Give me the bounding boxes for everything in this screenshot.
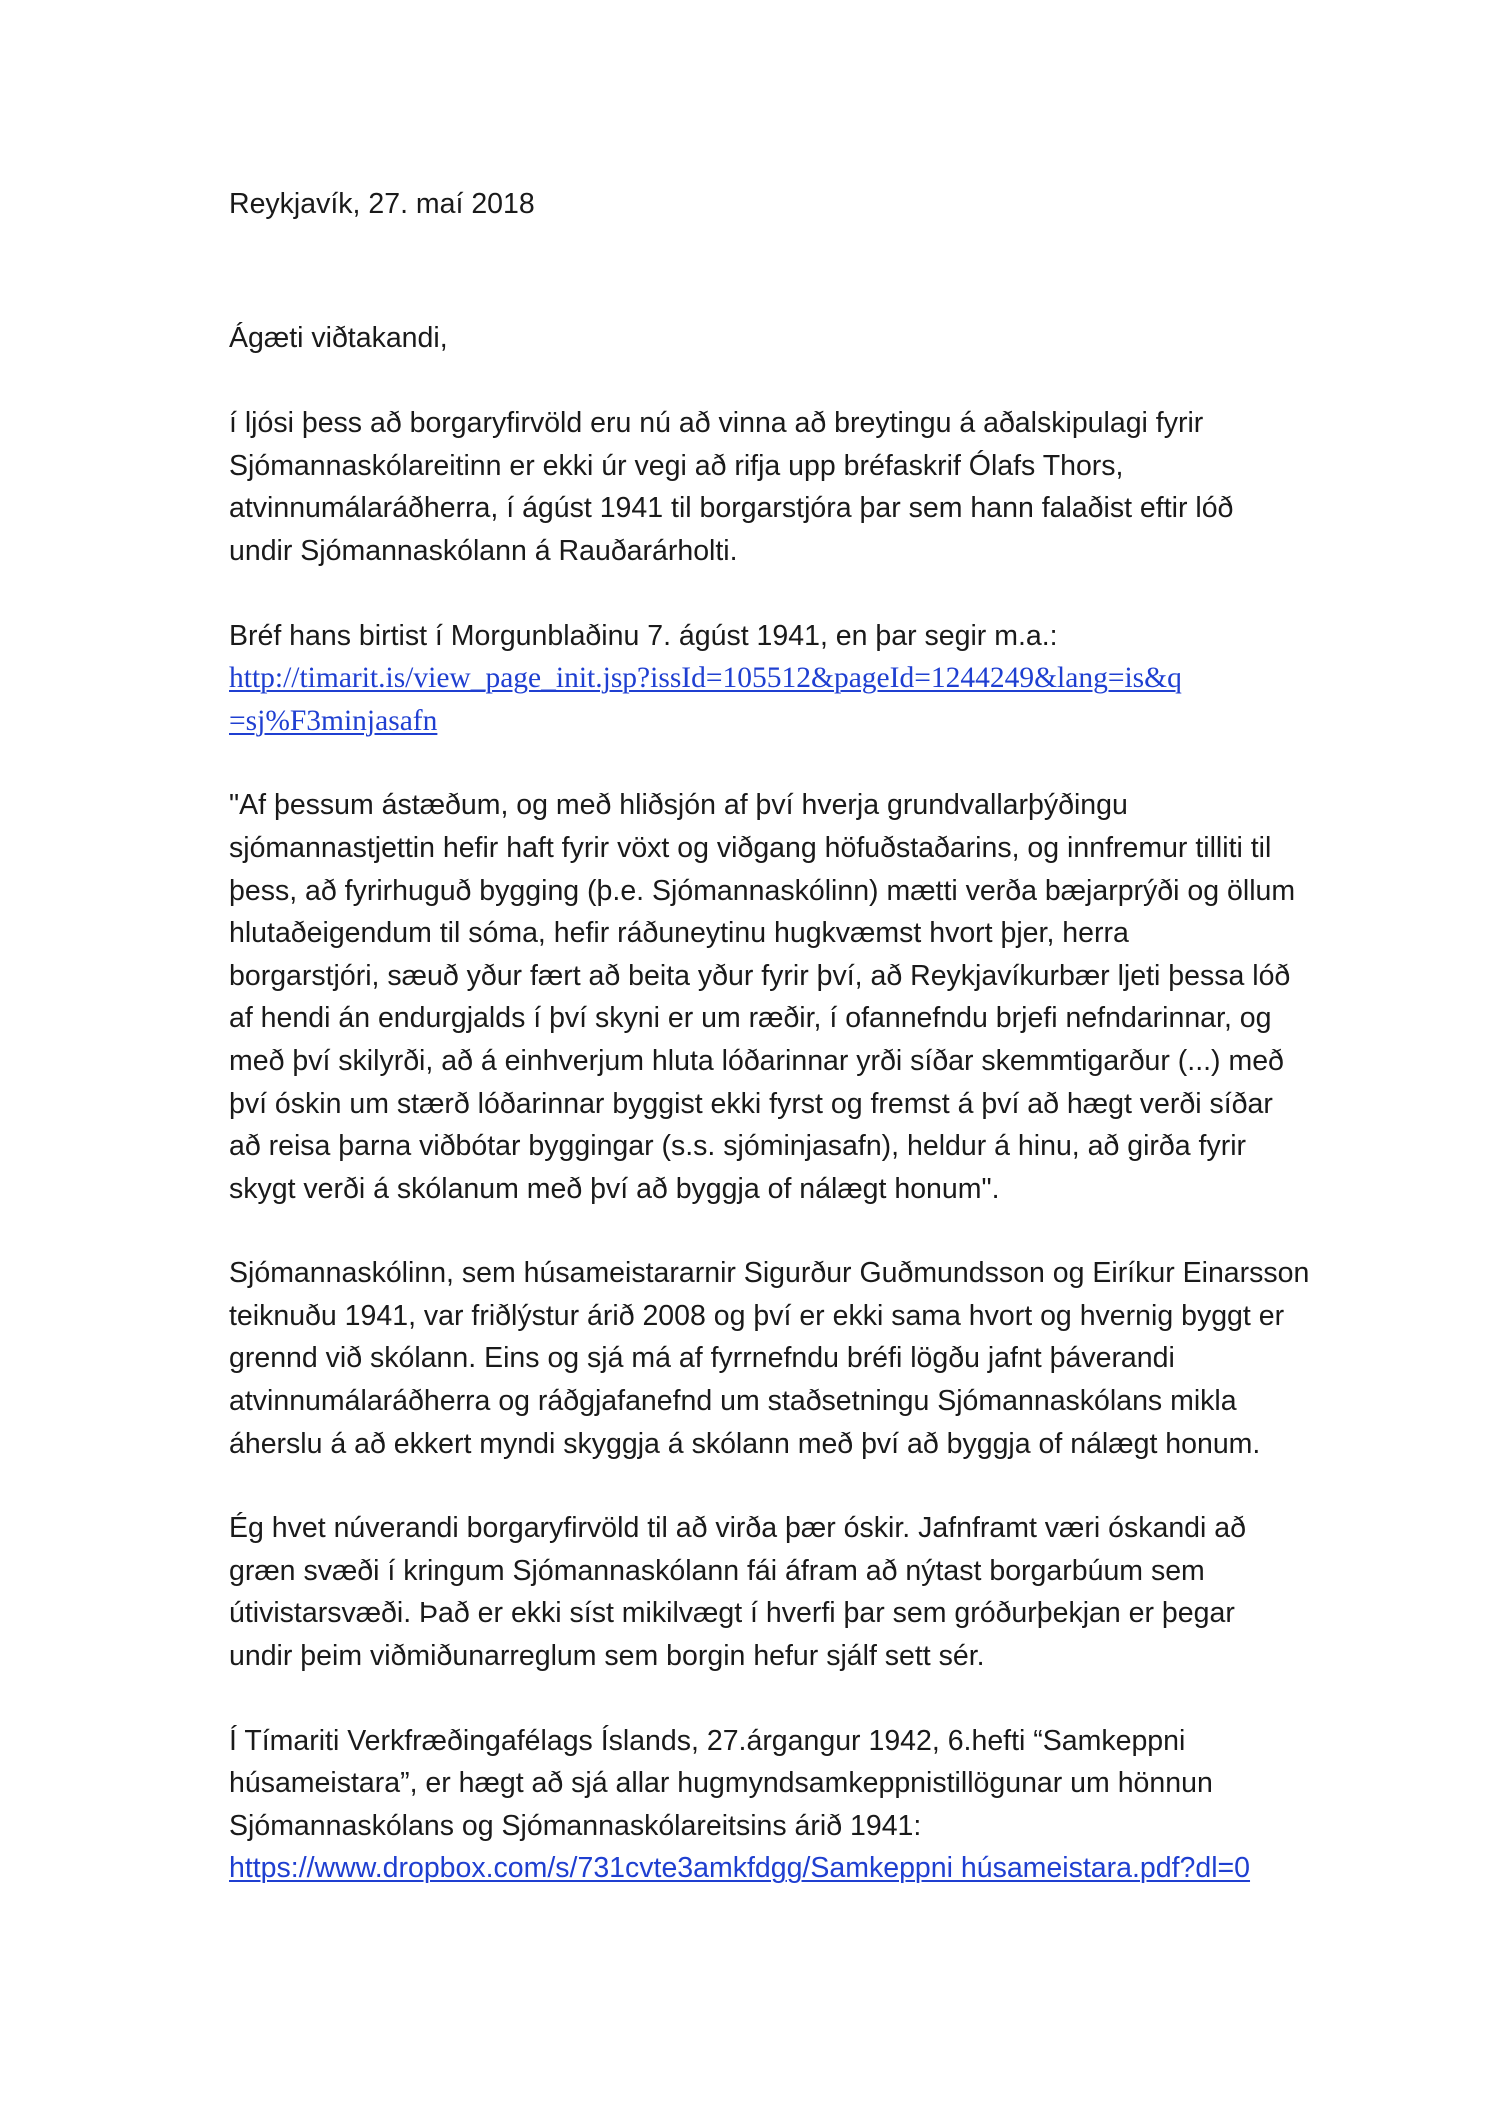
paragraph-school <box>229 1252 1310 1465</box>
salutation-text: Ágæti viðtakandi, <box>229 321 448 354</box>
letter-page <box>229 183 1310 1890</box>
timarit-link-line <box>229 657 1289 700</box>
timarit-link-continued[interactable]: =sj%F3minjasafn <box>229 704 438 737</box>
text-line: undir þeim viðmiðunarreglum sem borgin hefur sjálf sett sér. <box>229 1640 985 1673</box>
quote-line: skygt verði á skólanum með því að byggja of nálægt honum". <box>229 1172 1000 1205</box>
text-line: Sjómannaskólinn, sem húsameistararnir Sigurður Guðmundsson og Eiríkur Einarsson <box>229 1257 1310 1290</box>
quote-line: hlutaðeigendum til sóma, hefir ráðuneytinu hugkvæmst hvort þjer, herra <box>229 917 1129 950</box>
date-text: Reykjavík, 27. maí 2018 <box>229 188 535 220</box>
text-line: teiknuðu 1941, var friðlýstur árið 2008 og því er ekki sama hvort og hvernig byggt er <box>229 1299 1285 1332</box>
quote-line: með því skilyrði, að á einhverjum hluta lóðarinnar yrði síðar skemmtigarður (...) með <box>229 1044 1284 1077</box>
text-line: atvinnumálaráðherra, í ágúst 1941 til borgarstjóra þar sem hann falaðist eftir lóð <box>229 492 1234 525</box>
text-line: græn svæði í kringum Sjómannaskólann fái áfram að nýtast borgarbúum sem <box>229 1554 1205 1587</box>
timarit-link[interactable]: http://timarit.is/view_page_init.jsp?issId=105512&pageId=1244249&lang=is&q <box>229 662 1182 695</box>
quote-line: þess, að fyrirhuguð bygging (þ.e. Sjómannaskólinn) mætti verða bæjarprýði og öllum <box>229 874 1296 907</box>
text-line: áherslu á að ekkert myndi skyggja á skólann með því að byggja of nálægt honum. <box>229 1427 1261 1460</box>
quote-line: borgarstjóri, sæuð yður fært að beita yður fyrir því, að Reykjavíkurbær ljeti þessa lóð <box>229 959 1291 992</box>
quote-line: sjómannastjettin hefir haft fyrir vöxt og viðgang höfuðstaðarins, og innfremur tilliti til <box>229 831 1272 864</box>
salutation <box>229 317 1289 360</box>
timarit-link-line <box>229 700 1289 743</box>
text-line: Sjómannaskólans og Sjómannaskólareitsins árið 1941: <box>229 1809 922 1842</box>
quote-line: að reisa þarna viðbótar byggingar (s.s. sjóminjasafn), heldur á hinu, að girða fyrir <box>229 1130 1247 1163</box>
text-line: húsameistara”, er hægt að sjá allar hugmyndsamkeppnistillögunar um hönnun <box>229 1767 1213 1800</box>
text-line: grennd við skólann. Eins og sjá má af fyrrnefndu bréfi lögðu jafnt þáverandi <box>229 1342 1175 1375</box>
text-line: Bréf hans birtist í Morgunblaðinu 7. ágúst 1941, en þar segir m.a.: <box>229 619 1058 652</box>
paragraph-reference <box>229 1720 1289 1890</box>
text-line: atvinnumálaráðherra og ráðgjafanefnd um staðsetningu Sjómannaskólans mikla <box>229 1385 1237 1418</box>
text-line: í ljósi þess að borgaryfirvöld eru nú að vinna að breytingu á aðalskipulagi fyrir <box>229 407 1204 440</box>
dropbox-link[interactable]: https://www.dropbox.com/s/731cvte3amkfdgg/Samkeppni húsameistara.pdf?dl=0 <box>229 1852 1251 1885</box>
quote-line: því óskin um stærð lóðarinnar byggist ekki fyrst og fremst á því að hægt verði síðar <box>229 1087 1273 1120</box>
quote-line: "Af þessum ástæðum, og með hliðsjón af því hverja grundvallarþýðingu <box>229 789 1128 822</box>
text-line: Ég hvet núverandi borgaryfirvöld til að virða þær óskir. Jafnframt væri óskandi að <box>229 1512 1246 1545</box>
paragraph-intro <box>229 402 1289 572</box>
text-line: undir Sjómannaskólann á Rauðarárholti. <box>229 534 738 567</box>
text-line: Sjómannaskólareitinn er ekki úr vegi að rifja upp bréfaskrif Ólafs Thors, <box>229 449 1124 482</box>
paragraph-appeal <box>229 1507 1289 1677</box>
dropbox-link-line <box>229 1847 1289 1890</box>
quote-line: af hendi án endurgjalds í því skyni er um ræðir, í ofannefndu brjefi nefndarinnar, og <box>229 1002 1272 1035</box>
text-line: Í Tímariti Verkfræðingafélags Íslands, 27.árgangur 1942, 6.hefti “Samkeppni <box>229 1724 1186 1757</box>
letter-date <box>229 183 1289 226</box>
quote-paragraph <box>229 784 1296 1210</box>
text-line: útivistarsvæði. Það er ekki síst mikilvægt í hverfi þar sem gróðurþekjan er þegar <box>229 1597 1235 1630</box>
paragraph-source <box>229 615 1289 743</box>
